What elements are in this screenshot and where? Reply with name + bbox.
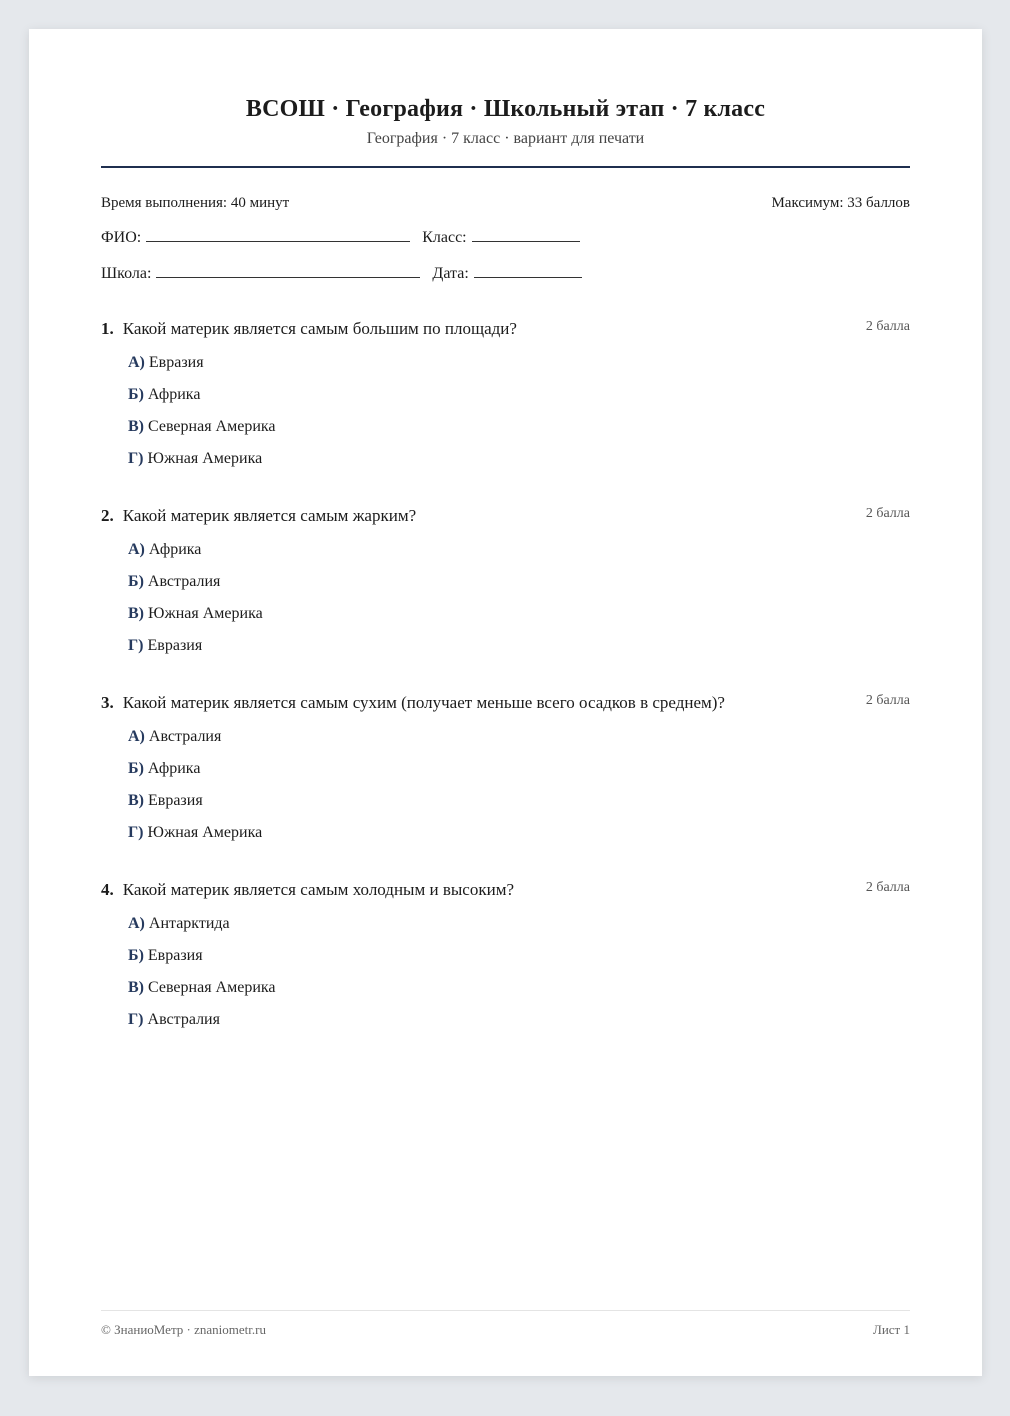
answer-option[interactable] [128, 604, 910, 636]
option-letter: В) [128, 979, 144, 996]
question-prompt [101, 692, 725, 714]
class-label: Класс: [422, 229, 467, 246]
option-text: Евразия [148, 354, 204, 371]
answer-option[interactable] [128, 914, 910, 946]
option-letter: Б) [128, 573, 144, 590]
option-text: Африка [147, 760, 201, 777]
question-prompt [101, 505, 416, 527]
answer-option[interactable] [128, 727, 910, 759]
option-text: Южная Америка [148, 605, 263, 622]
school-input-line[interactable] [156, 261, 420, 278]
question-number: 4. [101, 880, 114, 899]
max-score: Максимум: 33 баллов [771, 195, 910, 211]
question-points: 2 балла [865, 319, 910, 334]
meta-row [101, 193, 910, 213]
option-letter: Б) [128, 386, 144, 403]
question-header [101, 879, 910, 901]
option-letter: Г) [128, 1011, 144, 1028]
question-header [101, 692, 910, 714]
footer-sheet-number: Лист 1 [873, 1322, 910, 1337]
option-text: Евразия [147, 947, 203, 964]
fio-input-line[interactable] [146, 225, 410, 242]
option-text: Африка [148, 541, 202, 558]
fio-label: ФИО: [101, 229, 142, 246]
page-title: ВСОШ · География · Школьный этап · 7 класс [245, 96, 766, 122]
option-letter: Б) [128, 760, 144, 777]
page-header [101, 29, 910, 149]
option-letter: В) [128, 605, 144, 622]
page-footer [101, 1310, 910, 1338]
option-text: Северная Америка [148, 418, 276, 435]
question-points: 2 балла [865, 880, 910, 895]
question-text: Какой материк является самым жарким? [122, 506, 417, 525]
question-prompt [101, 879, 514, 901]
question-text: Какой материк является самым большим по площади? [122, 319, 517, 338]
answer-options [101, 914, 910, 1042]
date-input-line[interactable] [474, 261, 582, 278]
option-text: Австралия [148, 728, 222, 745]
question-header [101, 318, 910, 340]
option-letter: Г) [128, 637, 144, 654]
student-fields-row-2 [101, 261, 910, 285]
option-letter: Б) [128, 947, 144, 964]
option-text: Северная Америка [148, 979, 276, 996]
answer-option[interactable] [128, 978, 910, 1010]
school-label: Школа: [101, 265, 152, 282]
question-text: Какой материк является самым холодным и высоким? [122, 880, 514, 899]
footer-copyright: © ЗнаниоМетр · znaniometr.ru [101, 1322, 266, 1337]
question-number: 3. [101, 693, 114, 712]
answer-option[interactable] [128, 417, 910, 449]
option-text: Евразия [148, 792, 203, 809]
option-text: Южная Америка [147, 824, 263, 841]
answer-option[interactable] [128, 946, 910, 978]
question-header [101, 505, 910, 527]
option-letter: В) [128, 792, 144, 809]
answer-option[interactable] [128, 449, 910, 481]
option-text: Южная Америка [147, 450, 263, 467]
page-subtitle: География · 7 класс · вариант для печати [366, 130, 645, 147]
option-letter: А) [128, 728, 145, 745]
answer-option[interactable] [128, 572, 910, 604]
answer-option[interactable] [128, 823, 910, 855]
option-letter: А) [128, 915, 145, 932]
option-text: Евразия [147, 637, 203, 654]
option-text: Австралия [147, 1011, 220, 1028]
worksheet-page [29, 29, 982, 1376]
option-letter: Г) [128, 450, 144, 467]
answer-options [101, 727, 910, 855]
question-points: 2 балла [865, 506, 910, 521]
class-input-line[interactable] [472, 225, 580, 242]
question-number: 2. [101, 506, 114, 525]
option-letter: В) [128, 418, 144, 435]
question-list [101, 318, 910, 1042]
answer-option[interactable] [128, 1010, 910, 1042]
answer-option[interactable] [128, 385, 910, 417]
question-block [101, 505, 910, 668]
option-letter: А) [128, 541, 145, 558]
option-text: Австралия [147, 573, 221, 590]
question-block [101, 879, 910, 1042]
answer-option[interactable] [128, 353, 910, 385]
answer-options [101, 353, 910, 481]
time-limit: Время выполнения: 40 минут [101, 195, 290, 211]
option-letter: Г) [128, 824, 144, 841]
answer-option[interactable] [128, 636, 910, 668]
answer-option[interactable] [128, 791, 910, 823]
answer-option[interactable] [128, 540, 910, 572]
answer-option[interactable] [128, 759, 910, 791]
question-number: 1. [101, 319, 114, 338]
option-text: Антарктида [148, 915, 230, 932]
question-block [101, 318, 910, 481]
question-text: Какой материк является самым сухим (получает меньше всего осадков в среднем)? [122, 693, 725, 712]
question-prompt [101, 318, 517, 340]
question-block [101, 692, 910, 855]
header-divider [101, 166, 910, 168]
option-text: Африка [147, 386, 201, 403]
date-label: Дата: [432, 265, 469, 282]
option-letter: А) [128, 354, 145, 371]
answer-options [101, 540, 910, 668]
question-points: 2 балла [865, 693, 910, 708]
student-fields-row-1 [101, 225, 910, 249]
